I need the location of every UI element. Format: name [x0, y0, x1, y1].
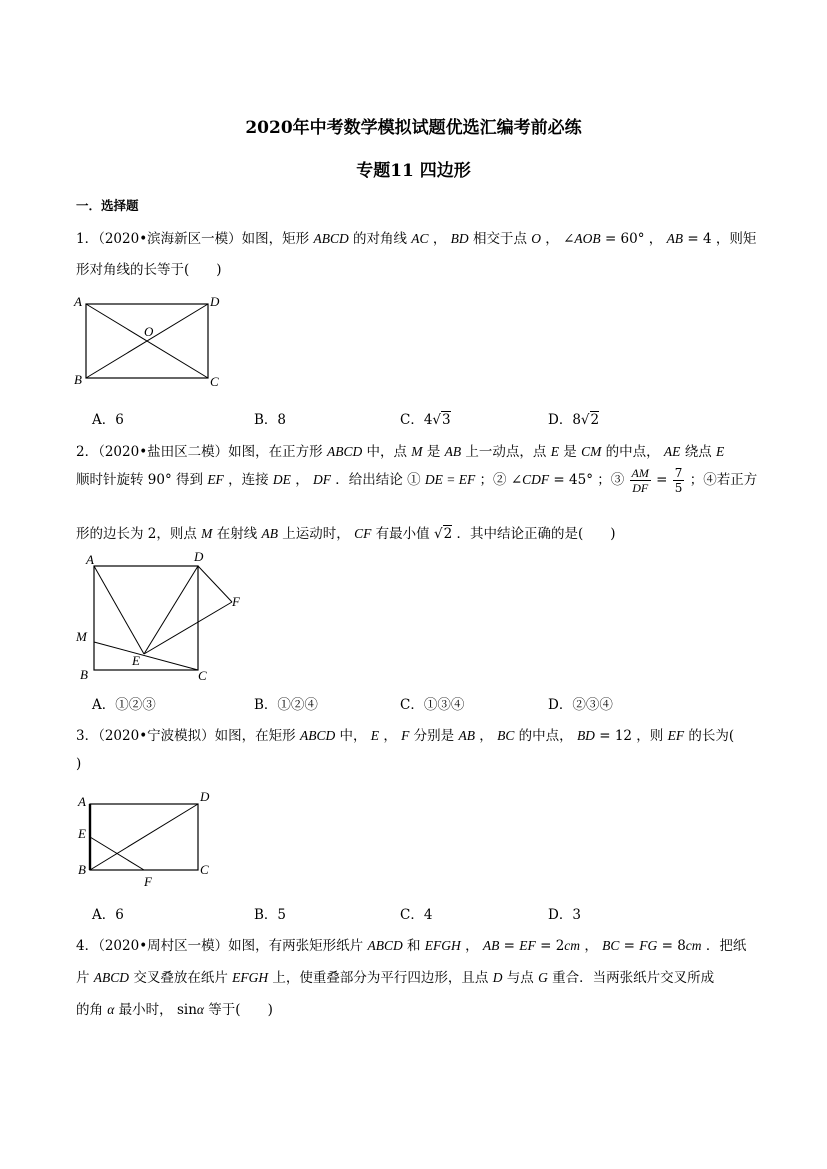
q2-fraction-7-5: $\frac{7}{5}$: [674, 466, 683, 495]
q1-line-2: 形对角线的长等于( ): [76, 262, 222, 278]
q2-label-e: E: [132, 653, 140, 668]
q3-figure-rectangle: [70, 786, 230, 896]
q3-option-b: B．5: [254, 907, 287, 923]
q3-label-e: E: [78, 826, 86, 841]
q4-line-3: 的角 α 最小时， sinα 等于( ): [76, 1002, 273, 1018]
q1-option-a: A．6: [92, 412, 124, 428]
q3-label-c: C: [200, 862, 209, 877]
q3-option-c: C．4: [400, 907, 433, 923]
q2-label-m: M: [76, 629, 87, 644]
q2-line-1: 2．（2020•盐田区二模）如图，在正方形 ABCD 中，点 M 是 AB 上一动点，点 E 是 CM 的中点， AE 绕点 E: [76, 444, 725, 460]
q2-label-d: D: [194, 549, 204, 564]
q2-option-d: D．②③④: [548, 697, 613, 713]
q3-option-a: A．6: [92, 907, 124, 923]
document-subtitle: 专题11 四边形: [356, 161, 471, 181]
q2-label-b: B: [80, 667, 88, 682]
q3-line-2: ): [76, 756, 82, 772]
q1-option-c: C．4√3: [400, 412, 451, 428]
q1-line-1: 1．（2020•滨海新区一模）如图，矩形 ABCD 的对角线 AC ， BD 相交于点 O ， ∠AOB = 60° ， AB = 4 ，则矩: [76, 231, 757, 247]
q2-label-f: F: [232, 594, 240, 609]
q2-option-a: A．①②③: [92, 697, 156, 713]
q2-line-2: 顺时针旋转 90° 得到 EF ，连接 DE ， DF ．给出结论 ① DE = EF ；② ∠CDF = 45° ；③ $\frac{AM}{DF}$ = $\frac{7}{5}$ ；④若正方: [76, 466, 758, 495]
q1-option-b: B．8: [254, 412, 287, 428]
q3-label-b: B: [78, 862, 86, 877]
q4-line-1: 4．（2020•周村区一模）如图，有两张矩形纸片 ABCD 和 EFGH ， AB = EF = 2cm ， BC = FG = 8cm ．把纸: [76, 938, 747, 954]
q2-figure-square: [70, 546, 260, 686]
q2-label-c: C: [198, 668, 207, 683]
q3-label-f: F: [144, 874, 152, 889]
q3-label-a: A: [78, 794, 86, 809]
q2-option-b: B．①②④: [254, 697, 318, 713]
q2-line-3: 形的边长为 2，则点 M 在射线 AB 上运动时， CF 有最小值 √2 ．其中结论正确的是( ): [76, 526, 616, 542]
q3-label-d: D: [200, 789, 210, 804]
q4-line-2: 片 ABCD 交叉叠放在纸片 EFGH 上，使重叠部分为平行四边形，且点 D 与点 G 重合．当两张纸片交叉所成: [76, 970, 715, 986]
q1-label-a: A: [74, 294, 82, 309]
q1-label-c: C: [210, 374, 219, 389]
q3-option-d: D．3: [548, 907, 581, 923]
document-title: 2020年中考数学模拟试题优选汇编考前必练: [245, 118, 582, 138]
q1-label-o: O: [144, 324, 154, 339]
q2-fraction-am-df: $\frac{AM}{DF}$: [631, 466, 649, 495]
q1-label-b: B: [74, 372, 82, 387]
q1-label-d: D: [210, 294, 220, 309]
q1-figure-rectangle: [70, 290, 230, 390]
section-heading: 一．选择题: [76, 198, 139, 213]
q3-line-1: 3．（2020•宁波模拟）如图，在矩形 ABCD 中， E ， F 分别是 AB ， BC 的中点， BD = 12 ，则 EF 的长为(: [76, 728, 735, 744]
q2-option-c: C．①③④: [400, 697, 465, 713]
q1-option-d: D．8√2: [548, 412, 600, 428]
q2-label-a: A: [86, 552, 94, 567]
